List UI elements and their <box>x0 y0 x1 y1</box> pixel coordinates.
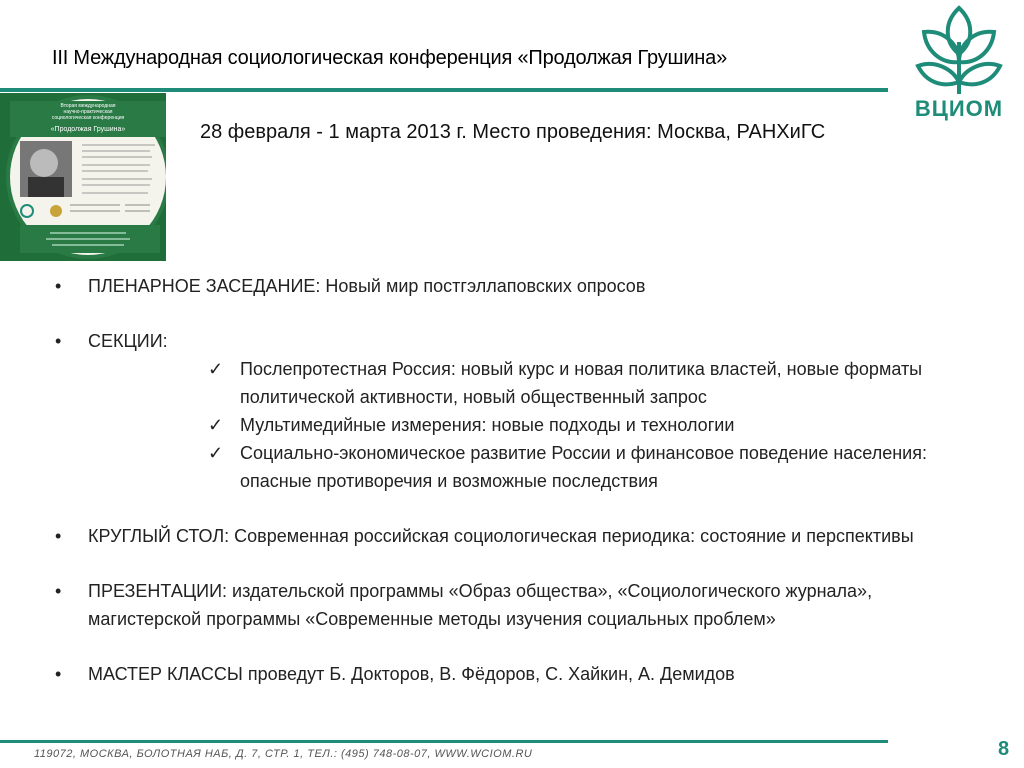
leaf-logo-icon <box>904 2 1014 98</box>
section-text: Мультимедийные измерения: новые подходы и технологии <box>240 415 735 435</box>
check-icon: ✓ <box>208 415 224 435</box>
wciom-logo <box>904 2 1014 122</box>
disc-line-1: Вторая международная <box>60 103 116 109</box>
section-item <box>208 355 955 411</box>
section-text: Социально-экономическое развитие России и финансовое поведение населения: опасные противоречия и возможные последствия <box>240 443 927 491</box>
page-number: 8 <box>998 738 1010 760</box>
agenda-list <box>55 272 955 688</box>
check-icon: ✓ <box>208 443 224 463</box>
top-divider <box>0 88 888 92</box>
footer-address: 119072, МОСКВА, БОЛОТНАЯ НАБ, Д. 7, СТР. 1, ТЕЛ.: (495) 748-08-07, WWW.WCIOM.RU <box>34 748 533 760</box>
slide-title: III Международная социологическая конференция «Продолжая Грушина» <box>52 47 727 69</box>
section-item <box>208 411 955 439</box>
masterclass-item: • МАСТЕР КЛАССЫ проведут Б. Докторов, В. Фёдоров, С. Хайкин, А. Демидов <box>55 660 955 688</box>
roundtable-item: • КРУГЛЫЙ СТОЛ: Современная российская социологическая периодика: состояние и перспективы <box>55 522 955 550</box>
check-icon: ✓ <box>208 359 224 379</box>
cd-cover-image <box>0 93 166 261</box>
disc-line-2: научно-практическая <box>63 109 113 115</box>
section-item <box>208 439 955 495</box>
bottom-divider <box>0 740 888 743</box>
presentations-item: • ПРЕЗЕНТАЦИИ: издательской программы «Образ общества», «Социологического журнала», магистерской программы «Современные методы изучения социальных проблем» <box>55 577 955 633</box>
disc-line-3: социологическая конференция <box>51 115 125 121</box>
logo-text: ВЦИОМ <box>914 96 1004 121</box>
plenary-item: • ПЛЕНАРНОЕ ЗАСЕДАНИЕ: Новый мир постгэллаповских опросов <box>55 272 955 300</box>
event-date-place: 28 февраля - 1 марта 2013 г. Место проведения: Москва, РАНХиГС <box>200 121 826 143</box>
disc-name: «Продолжая Грушина» <box>50 126 126 133</box>
sections-label: • СЕКЦИИ: <box>55 327 955 355</box>
section-text: Послепротестная Россия: новый курс и новая политика властей, новые форматы политической активности, новый общественный запрос <box>240 359 923 407</box>
